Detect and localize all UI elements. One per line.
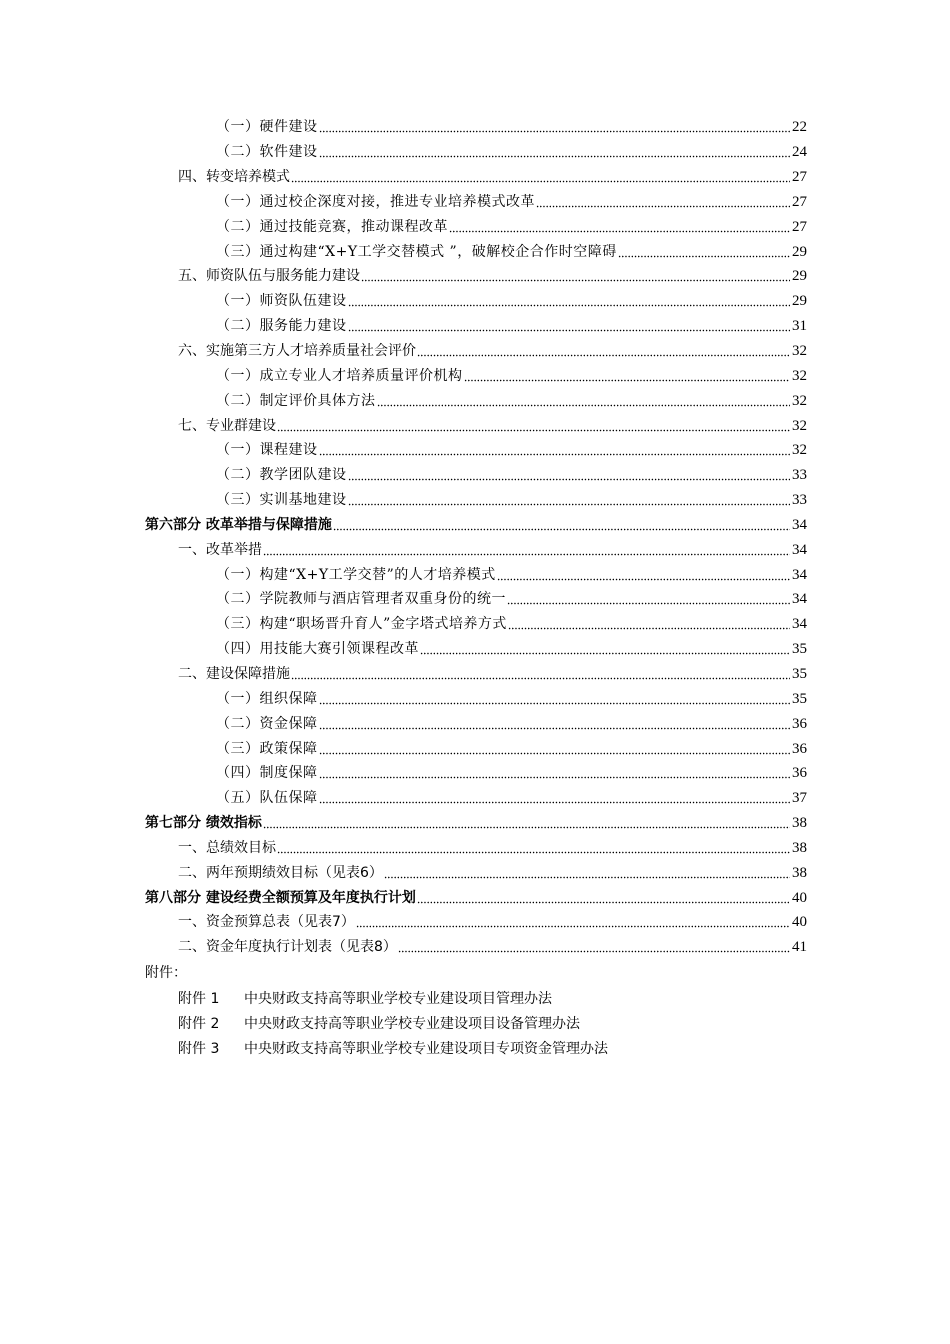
toc-page-number: 32: [792, 442, 807, 459]
toc-entry-title: （四）用技能大赛引领课程改革: [216, 641, 419, 658]
toc-entry-title: （一）通过校企深度对接，推进专业培养模式改革: [216, 193, 535, 210]
attachments-heading: 附件：: [145, 965, 187, 981]
toc-entry-title: （二）制定评价具体方法: [216, 392, 376, 409]
toc-entry[interactable]: [0, 761, 807, 786]
toc-entry[interactable]: [0, 239, 807, 264]
toc-entry[interactable]: [0, 289, 807, 314]
toc-page-number: 33: [792, 467, 807, 484]
toc-page-number: 29: [792, 243, 807, 260]
toc-page-number: 37: [792, 790, 807, 807]
toc-page-number: 40: [792, 889, 807, 906]
toc-entry-title: 二、两年预期绩效目标（见表6）: [178, 864, 383, 881]
toc-entry-title: 五、师资队伍与服务能力建设: [178, 268, 360, 285]
toc-entry[interactable]: [0, 811, 807, 836]
toc-entry-title: （一）课程建设: [216, 442, 318, 459]
toc-entry-title: （二）服务能力建设: [216, 318, 347, 335]
toc-dot-leader: [319, 443, 791, 457]
toc-dot-leader: [319, 766, 791, 780]
toc-page-number: 27: [792, 193, 807, 210]
toc-page-number: 38: [792, 815, 807, 832]
toc-page-number: 41: [792, 939, 807, 956]
toc-page-number: 32: [792, 392, 807, 409]
toc-dot-leader: [348, 493, 791, 507]
toc-entry[interactable]: [0, 935, 807, 960]
toc-entry-title: （二）学院教师与酒店管理者双重身份的统一: [216, 591, 506, 608]
toc-page-number: 34: [792, 566, 807, 583]
toc-entry[interactable]: [0, 562, 807, 587]
toc-entry-title: 二、建设保障措施: [178, 665, 290, 682]
attachment-item: [178, 1038, 608, 1058]
toc-entry-title: （一）硬件建设: [216, 119, 318, 136]
toc-dot-leader: [277, 841, 790, 855]
toc-entry[interactable]: [0, 910, 807, 935]
attachment-item: [178, 988, 552, 1008]
toc-dot-leader: [420, 642, 790, 656]
toc-dot-leader: [508, 617, 790, 631]
toc-entry-title: 六、实施第三方人才培养质量社会评价: [178, 343, 416, 360]
attachment-item: [178, 1013, 580, 1033]
toc-entry-title: （三）实训基地建设: [216, 492, 347, 509]
toc-dot-leader: [618, 245, 790, 259]
toc-page-number: 36: [792, 715, 807, 732]
toc-entry-title: 一、总绩效目标: [178, 839, 276, 856]
toc-entry[interactable]: [0, 835, 807, 860]
toc-entry[interactable]: [0, 438, 807, 463]
toc-entry[interactable]: [0, 736, 807, 761]
attachment-title: 中央财政支持高等职业学校专业建设项目设备管理办法: [244, 1016, 580, 1032]
toc-page-number: 38: [792, 839, 807, 856]
toc-page-number: 22: [792, 119, 807, 136]
toc-entry[interactable]: [0, 612, 807, 637]
toc-dot-leader: [507, 592, 790, 606]
toc-dot-leader: [384, 866, 790, 880]
toc-entry[interactable]: [0, 537, 807, 562]
toc-dot-leader: [497, 568, 790, 582]
attachment-number: 附件 2: [178, 1016, 220, 1032]
toc-entry[interactable]: [0, 165, 807, 190]
toc-entry[interactable]: [0, 264, 807, 289]
toc-entry[interactable]: [0, 786, 807, 811]
toc-dot-leader: [319, 145, 791, 159]
toc-page-number: 40: [792, 914, 807, 931]
toc-page-number: 34: [792, 541, 807, 558]
toc-entry-title: 一、改革举措: [178, 541, 262, 558]
toc-entry-title: 二、资金年度执行计划表（见表8）: [178, 939, 397, 956]
toc-entry[interactable]: [0, 413, 807, 438]
toc-page-number: 32: [792, 367, 807, 384]
toc-entry[interactable]: [0, 860, 807, 885]
toc-dot-leader: [319, 692, 791, 706]
toc-dot-leader: [536, 195, 790, 209]
toc-entry-title: 四、转变培养模式: [178, 169, 290, 186]
toc-page-number: 34: [792, 516, 807, 533]
toc-entry[interactable]: [0, 463, 807, 488]
toc-dot-leader: [319, 717, 791, 731]
toc-page-number: 33: [792, 492, 807, 509]
toc-page-number: 27: [792, 169, 807, 186]
toc-page-number: 32: [792, 343, 807, 360]
toc-page-number: 35: [792, 665, 807, 682]
toc-entry[interactable]: [0, 587, 807, 612]
toc-entry[interactable]: [0, 662, 807, 687]
toc-entry-title: 一、资金预算总表（见表7）: [178, 914, 355, 931]
toc-entry-title: （五）队伍保障: [216, 790, 318, 807]
toc-page-number: 35: [792, 641, 807, 658]
toc-entry[interactable]: [0, 711, 807, 736]
toc-entry-title: （一）成立专业人才培养质量评价机构: [216, 367, 463, 384]
toc-dot-leader: [348, 294, 791, 308]
toc-dot-leader: [348, 468, 791, 482]
toc-entry[interactable]: [0, 363, 807, 388]
toc-entry-title: （一）构建“X+Y工学交替”的人才培养模式: [216, 566, 496, 583]
toc-entry[interactable]: [0, 686, 807, 711]
toc-entry-title: （一）组织保障: [216, 690, 318, 707]
toc-entry-title: （一）师资队伍建设: [216, 293, 347, 310]
toc-dot-leader: [348, 319, 791, 333]
toc-page-number: 34: [792, 591, 807, 608]
toc-dot-leader: [356, 915, 790, 929]
toc-page-number: 38: [792, 864, 807, 881]
toc-dot-leader: [319, 742, 791, 756]
toc-entry-title: 第七部分 绩效指标: [145, 815, 262, 832]
attachment-number: 附件 1: [178, 991, 220, 1007]
toc-dot-leader: [319, 120, 791, 134]
toc-entry[interactable]: [0, 637, 807, 662]
toc-entry[interactable]: [0, 388, 807, 413]
toc-dot-leader: [449, 220, 790, 234]
toc-entry[interactable]: [0, 115, 807, 140]
toc-page-number: 32: [792, 417, 807, 434]
toc-page-number: 29: [792, 268, 807, 285]
toc-dot-leader: [417, 891, 790, 905]
toc-dot-leader: [263, 816, 790, 830]
toc-page-number: 34: [792, 616, 807, 633]
toc-dot-leader: [291, 170, 790, 184]
toc-entry[interactable]: [0, 190, 807, 215]
toc-dot-leader: [263, 543, 790, 557]
toc-entry[interactable]: [0, 339, 807, 364]
table-of-contents: [0, 115, 950, 960]
toc-dot-leader: [291, 667, 790, 681]
toc-entry[interactable]: [0, 513, 807, 538]
toc-page-number: 36: [792, 765, 807, 782]
toc-entry[interactable]: [0, 885, 807, 910]
toc-dot-leader: [277, 419, 790, 433]
toc-page-number: 27: [792, 218, 807, 235]
toc-page-number: 36: [792, 740, 807, 757]
toc-page-number: 31: [792, 318, 807, 335]
toc-entry[interactable]: [0, 214, 807, 239]
toc-entry[interactable]: [0, 488, 807, 513]
toc-entry-title: （三）通过构建“X+Y工学交替模式 ”，破解校企合作时空障碍: [216, 243, 617, 260]
toc-entry-title: （四）制度保障: [216, 765, 318, 782]
toc-page-number: 35: [792, 690, 807, 707]
toc-entry-title: （二）资金保障: [216, 715, 318, 732]
toc-entry-title: （三）政策保障: [216, 740, 318, 757]
attachment-title: 中央财政支持高等职业学校专业建设项目专项资金管理办法: [244, 1041, 608, 1057]
toc-page-number: 24: [792, 144, 807, 161]
attachment-title: 中央财政支持高等职业学校专业建设项目管理办法: [244, 991, 552, 1007]
toc-entry-title: （二）通过技能竞赛，推动课程改革: [216, 218, 448, 235]
toc-entry-title: 第八部分 建设经费全额预算及年度执行计划: [145, 889, 416, 906]
toc-entry-title: （二）教学团队建设: [216, 467, 347, 484]
attachment-number: 附件 3: [178, 1041, 220, 1057]
toc-entry[interactable]: [0, 140, 807, 165]
toc-dot-leader: [333, 518, 790, 532]
toc-dot-leader: [377, 394, 791, 408]
toc-dot-leader: [361, 269, 790, 283]
toc-dot-leader: [398, 940, 790, 954]
toc-entry-title: （三）构建“职场晋升育人”金字塔式培养方式: [216, 616, 507, 633]
toc-dot-leader: [464, 369, 791, 383]
toc-dot-leader: [417, 344, 790, 358]
toc-page-number: 29: [792, 293, 807, 310]
toc-entry[interactable]: [0, 314, 807, 339]
toc-entry-title: 第六部分 改革举措与保障措施: [145, 516, 332, 533]
toc-entry-title: （二）软件建设: [216, 144, 318, 161]
toc-entry-title: 七、专业群建设: [178, 417, 276, 434]
toc-dot-leader: [319, 791, 791, 805]
